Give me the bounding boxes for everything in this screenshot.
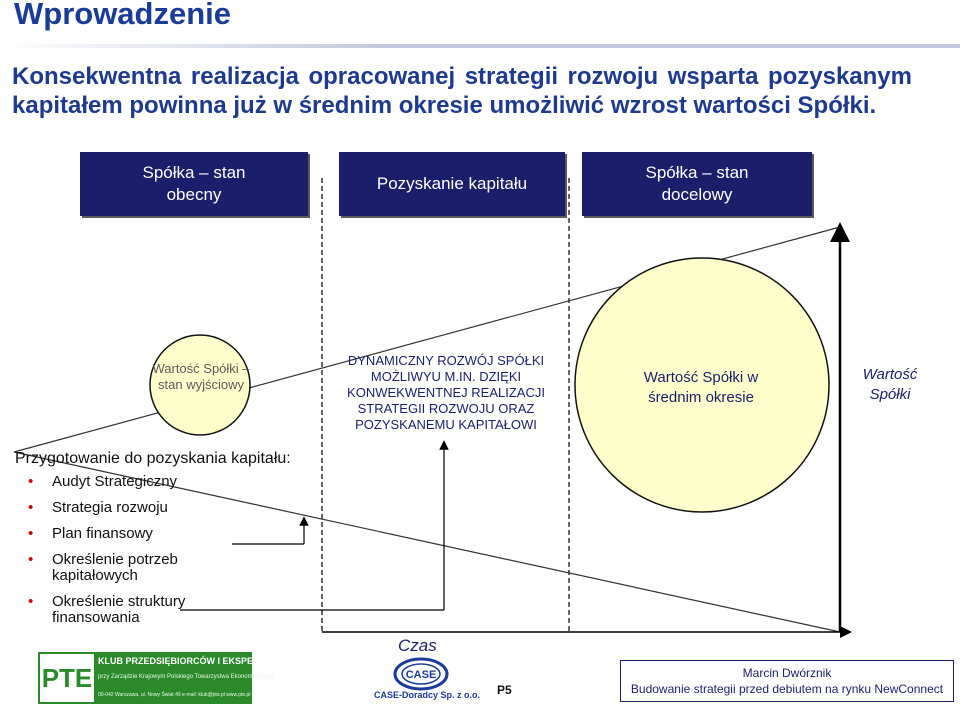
pte-logo: PTE (38, 652, 96, 704)
case-logo (380, 656, 462, 692)
preparation-list (28, 474, 252, 636)
stage-target-label: Spółka – stan docelowy (645, 163, 749, 204)
club-name: KLUB PRZEDSIĘBIORCÓW I EKSPERTÓW (98, 656, 281, 666)
list-item: • Strategia rozwoju (28, 500, 252, 516)
list-item: • Plan finansowy (28, 526, 252, 542)
value-axis-label: Wartość Spółki (862, 366, 918, 403)
club-contact: 00-042 Warszawa, ul. Nowy Świat 49 e-mail: klub@pte.pl www.pte.pl (98, 692, 251, 698)
stage-current-label: Spółka – stan obecny (142, 163, 246, 204)
footer-info-box (620, 660, 954, 702)
stage-capital-label: Pozyskanie kapitału (376, 174, 528, 193)
end-value-label: Wartość Spółki w średnim okresie (643, 369, 759, 406)
club-subtitle: przy Zarządzie Krajowym Polskiego Towarzystwa Ekonomicznego (98, 674, 274, 680)
page-number: P5 (497, 683, 512, 697)
list-item: • Określenie potrzeb kapitałowych (28, 552, 252, 584)
case-logo-text: CASE (405, 669, 437, 681)
club-logo-banner (38, 652, 281, 704)
presentation-title: Budowanie strategii przed debiutem na rynku NewConnect (630, 682, 944, 696)
growth-description: DYNAMICZNY ROZWÓJ SPÓŁKI MOŻLIWYU M.IN. DZIĘKI KONWEKWENTNEJ REALIZACJI STRATEGII ROZWOJU ORAZ POZYSKANEMU KAPITAŁOWI (347, 353, 545, 432)
preparation-heading: Przygotowanie do pozyskania kapitału: (15, 450, 291, 467)
list-item: • Określenie struktury finansowania (28, 594, 252, 626)
author-name: Marcin Dwórznik (742, 666, 832, 680)
case-company-name: CASE-Doradcy Sp. z o.o. (374, 690, 481, 700)
page-title: Wprowadzenie (14, 0, 232, 31)
time-axis-label: Czas (398, 636, 437, 655)
intro-text: Konsekwentna realizacja opracowanej strategii rozwoju wsparta pozyskanym kapitałem powinna już w średnim okresie umożliwić wzrost wartości Spółki. (12, 63, 912, 119)
start-value-label: Wartość Spółki – stan wyjściowy (152, 361, 250, 392)
list-item: • Audyt Strategiczny (28, 474, 252, 490)
